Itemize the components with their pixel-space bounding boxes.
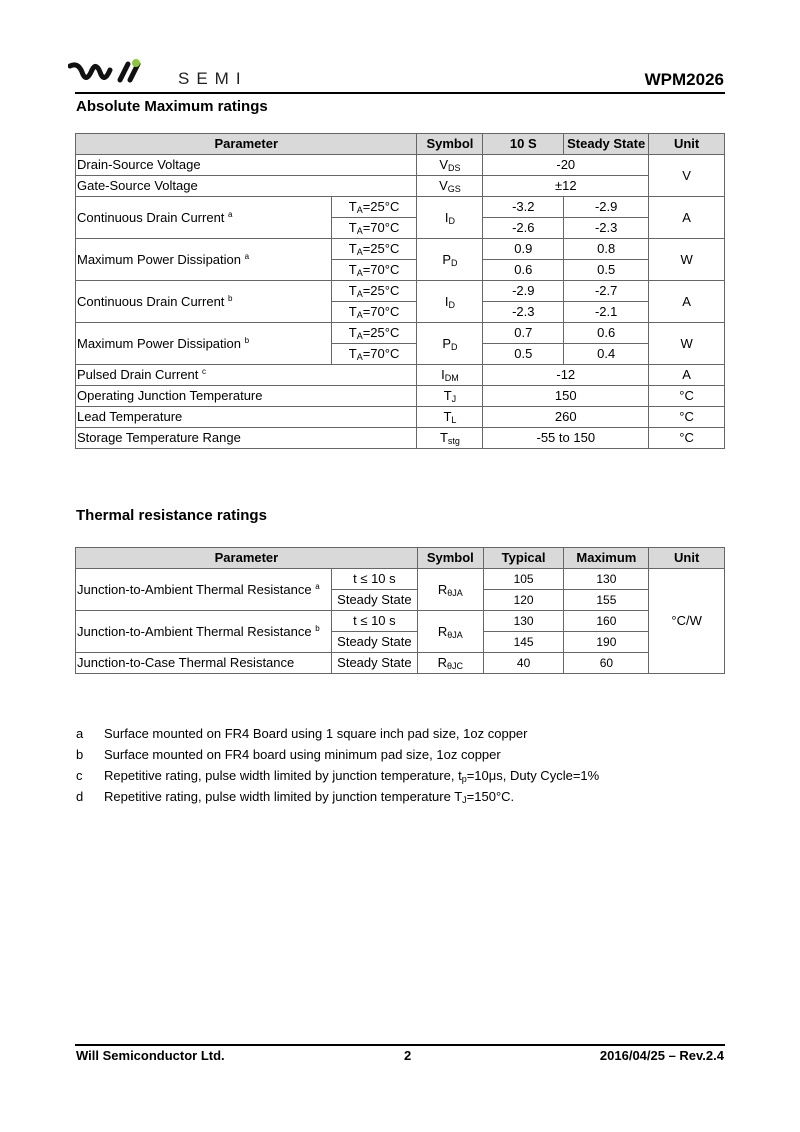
value-cell: 260: [483, 407, 649, 428]
value-cell: 190: [564, 632, 649, 653]
table-row: [76, 155, 725, 176]
param-cell: Pulsed Drain Current $^c$: [76, 365, 417, 386]
value-cell: -2.9: [564, 197, 649, 218]
col-unit: Unit: [649, 134, 725, 155]
company-logo: [68, 58, 258, 88]
abs-max-title: Absolute Maximum ratings: [76, 98, 268, 115]
symbol-cell: $R_{\theta JA}$: [417, 569, 483, 611]
symbol-cell: $I_{DM}$: [417, 365, 483, 386]
param-cell: Continuous Drain Current $^a$: [76, 197, 332, 239]
unit-cell: W: [649, 323, 725, 365]
unit-cell: A: [649, 197, 725, 239]
table-row: [76, 653, 725, 674]
footnote-c: c Repetitive rating, pulse width limited by junction temperature, $t_p=10\mu s$, Duty Cycle=1%: [76, 768, 600, 784]
param-cell: Junction-to-Ambient Thermal Resistance $^b$: [76, 611, 332, 653]
param-cell: Maximum Power Dissipation $^a$: [76, 239, 332, 281]
symbol-cell: $T_{stg}$: [417, 428, 483, 449]
symbol-cell: $P_D$: [417, 323, 483, 365]
value-cell: -3.2: [483, 197, 564, 218]
table-row: [76, 428, 725, 449]
table-row: [76, 365, 725, 386]
value-cell: 150: [483, 386, 649, 407]
param-cell: Gate-Source Voltage: [76, 176, 417, 197]
param-cell: Storage Temperature Range: [76, 428, 417, 449]
condition-cell: $T_A=25^\circ C$: [331, 197, 417, 218]
value-cell: 0.9: [483, 239, 564, 260]
logo-dot-icon: [132, 59, 140, 67]
value-cell: -2.3: [564, 218, 649, 239]
value-cell: ±12: [483, 176, 649, 197]
value-cell: 0.4: [564, 344, 649, 365]
col-parameter: Parameter: [76, 548, 418, 569]
will-wave-icon: [68, 58, 168, 88]
table-row: [76, 197, 725, 218]
condition-cell: $T_A=25^\circ C$: [331, 323, 417, 344]
symbol-cell: $T_J$: [417, 386, 483, 407]
part-number: WPM2026: [644, 70, 724, 89]
value-cell: 120: [483, 590, 564, 611]
footnote-a: a Surface mounted on FR4 Board using 1 square inch pad size, 1oz copper: [76, 726, 528, 741]
condition-cell: $T_A=70^\circ C$: [331, 260, 417, 281]
symbol-cell: $R_{\theta JC}$: [417, 653, 483, 674]
param-cell: Junction-to-Case Thermal Resistance: [76, 653, 332, 674]
value-cell: -2.7: [564, 281, 649, 302]
footer-company: Will Semiconductor Ltd.: [76, 1048, 225, 1063]
symbol-cell: $V_{GS}$: [417, 176, 483, 197]
value-cell: 105: [483, 569, 564, 590]
value-cell: 0.8: [564, 239, 649, 260]
table-row: [76, 407, 725, 428]
table-row: [76, 239, 725, 260]
table-row: [76, 569, 725, 590]
unit-cell: V: [649, 155, 725, 197]
value-cell: 0.5: [564, 260, 649, 281]
table-row: [76, 611, 725, 632]
col-symbol: Symbol: [417, 548, 483, 569]
value-cell: -2.3: [483, 302, 564, 323]
param-cell: Junction-to-Ambient Thermal Resistance $^a$: [76, 569, 332, 611]
col-10s: 10 S: [483, 134, 564, 155]
condition-cell: $T_A=70^\circ C$: [331, 344, 417, 365]
table-row: [76, 323, 725, 344]
footnote-b: b Surface mounted on FR4 board using minimum pad size, 1oz copper: [76, 747, 501, 762]
footnotes: [76, 723, 599, 807]
value-cell: -20: [483, 155, 649, 176]
table-row: [76, 281, 725, 302]
page-number: 2: [404, 1048, 412, 1063]
value-cell: 145: [483, 632, 564, 653]
condition-cell: Steady State: [331, 632, 417, 653]
param-cell: Lead Temperature: [76, 407, 417, 428]
symbol-cell: $T_L$: [417, 407, 483, 428]
col-unit: Unit: [649, 548, 725, 569]
col-steady: Steady State: [564, 134, 649, 155]
unit-cell: °C/W: [649, 569, 725, 674]
value-cell: 155: [564, 590, 649, 611]
unit-cell: °C: [649, 428, 725, 449]
thermal-table: [75, 547, 725, 674]
col-typical: Typical: [483, 548, 564, 569]
col-symbol: Symbol: [417, 134, 483, 155]
value-cell: 0.6: [483, 260, 564, 281]
footnote-d: d Repetitive rating, pulse width limited by junction temperature $T_J=150^\circ C$.: [76, 789, 515, 805]
col-parameter: Parameter: [76, 134, 417, 155]
symbol-cell: $I_D$: [417, 281, 483, 323]
footer-divider: [75, 1044, 725, 1046]
thermal-title: Thermal resistance ratings: [76, 507, 267, 524]
value-cell: -2.9: [483, 281, 564, 302]
unit-cell: W: [649, 239, 725, 281]
header-divider: [75, 92, 725, 94]
value-cell: -12: [483, 365, 649, 386]
value-cell: -55 to 150: [483, 428, 649, 449]
unit-cell: A: [649, 281, 725, 323]
symbol-cell: $I_D$: [417, 197, 483, 239]
table-row: [76, 386, 725, 407]
condition-cell: $T_A=25^\circ C$: [331, 239, 417, 260]
unit-cell: A: [649, 365, 725, 386]
symbol-cell: $R_{\theta JA}$: [417, 611, 483, 653]
condition-cell: Steady State: [331, 590, 417, 611]
value-cell: 0.7: [483, 323, 564, 344]
symbol-cell: $P_D$: [417, 239, 483, 281]
value-cell: 60: [564, 653, 649, 674]
table-header-row: [76, 548, 725, 569]
unit-cell: °C: [649, 407, 725, 428]
condition-cell: $T_A=70^\circ C$: [331, 302, 417, 323]
condition-cell: t ≤ 10 s: [331, 569, 417, 590]
condition-cell: $T_A=25^\circ C$: [331, 281, 417, 302]
value-cell: -2.6: [483, 218, 564, 239]
value-cell: 130: [564, 569, 649, 590]
table-header-row: [76, 134, 725, 155]
col-maximum: Maximum: [564, 548, 649, 569]
condition-cell: Steady State: [331, 653, 417, 674]
value-cell: 160: [564, 611, 649, 632]
abs-max-table: [75, 133, 725, 449]
value-cell: 40: [483, 653, 564, 674]
condition-cell: $T_A=70^\circ C$: [331, 218, 417, 239]
condition-cell: t ≤ 10 s: [331, 611, 417, 632]
value-cell: 130: [483, 611, 564, 632]
table-row: [76, 176, 725, 197]
value-cell: 0.5: [483, 344, 564, 365]
unit-cell: °C: [649, 386, 725, 407]
param-cell: Continuous Drain Current $^b$: [76, 281, 332, 323]
footer-revision: 2016/04/25 – Rev.2.4: [599, 1048, 724, 1063]
param-cell: Maximum Power Dissipation $^b$: [76, 323, 332, 365]
logo-text: SEMI: [178, 69, 248, 88]
value-cell: 0.6: [564, 323, 649, 344]
param-cell: Drain-Source Voltage: [76, 155, 417, 176]
symbol-cell: $V_{DS}$: [417, 155, 483, 176]
value-cell: -2.1: [564, 302, 649, 323]
param-cell: Operating Junction Temperature: [76, 386, 417, 407]
